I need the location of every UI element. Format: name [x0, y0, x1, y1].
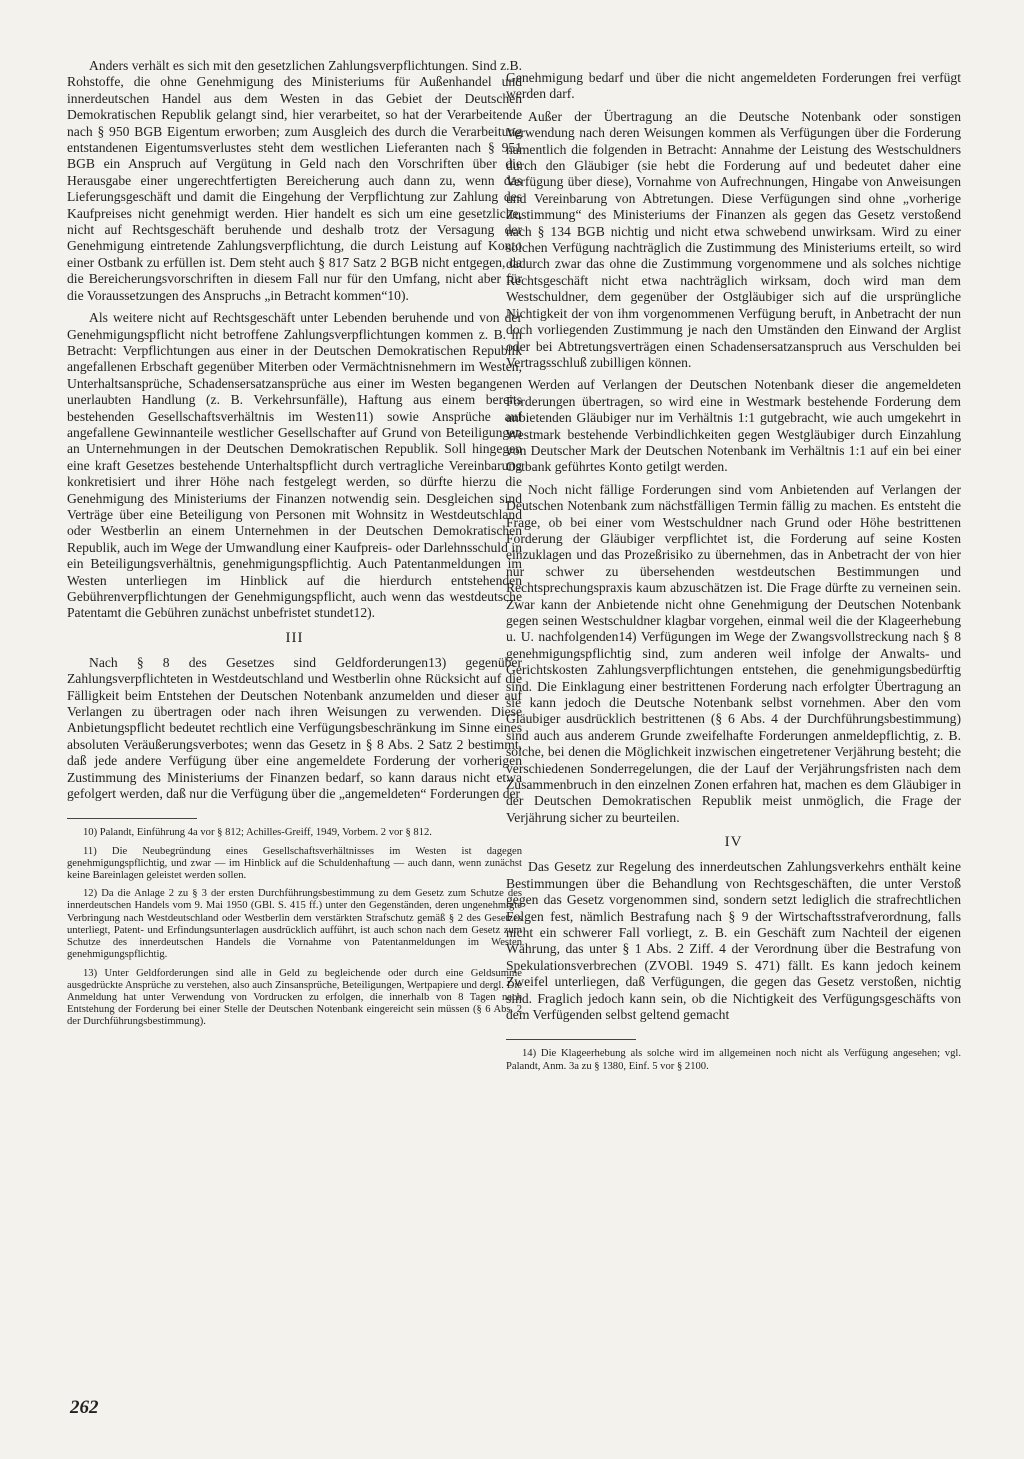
footnote-divider: [506, 1039, 636, 1040]
footnote: 12) Da die Anlage 2 zu § 3 der ersten Durchführungsbestimmung zu dem Gesetz zum Schutze des innerdeutschen Handels vom 9. Mai 1950 (GBl. S. 415 ff.) unter den Gegenständen, deren ungenehmigte Verbringung nach Westdeutschland oder Westberlin dem verstärkten Strafschutz gemäß § 2 des Gesetzes unterliegt, Patent- und Erfindungsunterlagen ausdrücklich aufführt, ist auch schon nach dem Gesetz zum Schutze des innerdeutschen Handels die Vornahme von Patentanmeldungen im Westen genehmigungspflichtig.: [67, 888, 522, 961]
paragraph: Das Gesetz zur Regelung des innerdeutschen Zahlungsverkehrs enthält keine Bestimmungen über die Behandlung von Rechtsgeschäften, die unter Verstoß gegen das Gesetz vorgenommen sind, sondern setzt lediglich die strafrechtlichen Folgen fest, nämlich Bestrafung nach § 9 der Wirtschaftsstrafverordnung, falls nicht ein schwerer Fall vorliegt, z. B. ein Geschäft zum Nachteil der eigenen Währung, das unter § 1 Abs. 2 Ziff. 4 der Verordnung über die Bestrafung von Spekulationsverbrechen (ZVOBl. 1949 S. 471) fällt. Es kann jedoch keinem Zweifel unterliegen, daß Verfügungen, die gegen das Gesetz verstoßen, nichtig sind. Fraglich jedoch kann sein, ob die Nichtigkeit des Verfügungsgeschäfts von dem Verfügenden selbst geltend gemacht: [506, 859, 961, 1022]
section-heading: IV: [724, 834, 743, 851]
left-column: [67, 58, 522, 1035]
paragraph: Noch nicht fällige Forderungen sind vom Anbietenden auf Verlangen der Deutschen Notenbank zum nächstfälligen Termin fällig zu machen. Es entsteht die Frage, ob bei einer vom Westschuldner nach Grund oder Höhe bestrittenen Forderung der Gläubiger verpflichtet ist, die Forderung auf seine Kosten einzuklagen und das Prozeßrisiko zu übernehmen, das in Anbetracht der von hier nur schwer zu übersehenden westdeutschen Bestimmungen und Rechtsprechungspraxis kaum abzuschätzen ist. Die Frage dürfte zu verneinen sein. Zwar kann der Anbietende nicht ohne Genehmigung der Deutschen Notenbank gegen seinen Westschuldner klagbar vorgehen, einmal weil die der Klageerhebung u. U. nachfolgenden14) Verfügungen im Wege der Zwangsvollstreckung nach § 8 genehmigungspflichtig sind, zum anderen weil infolge der Anwalts- und Gerichtskosten Zahlungsverpflichtungen entstehen, die genehmigungsbedürftig sind. Die Einklagung einer bestrittenen Forderung nach erfolgter Übertragung an sie kann jedoch die Deutsche Notenbank selbst vornehmen. Aber den vom Gläubiger ausdrücklich bestrittenen (§ 6 Abs. 4 der Durchführungsbestimmung) sind auch aus anderem Grunde zweifelhafte Forderungen anmeldepflichtig, z. B. solche, bei denen die Möglichkeit inzwischen eingetretener Verjährung besteht; die verschiedenen Sonderregelungen, die der Lauf der Verjährungsfristen nach dem Zusammenbruch in den einzelnen Zonen erfahren hat, machen es dem Gläubiger in der Deutschen Demokratischen Republik meist unmöglich, die Frage der Verjährung sicher zu beurteilen.: [506, 481, 961, 825]
paragraph: Werden auf Verlangen der Deutschen Notenbank dieser die angemeldeten Forderungen übertragen, so wird eine in Westmark bestehende Forderung dem anbietenden Gläubiger nur im Verhältnis 1:1 gutgebracht, wie auch umgekehrt in Westmark bestehende Verbindlichkeiten gegen Westgläubiger durch Einzahlung von Deutscher Mark der Deutschen Notenbank im Verhältnis 1:1 auf ein bei einer Ostbank geführtes Konto getilgt werden.: [506, 377, 961, 475]
page-number: 262: [70, 1397, 99, 1418]
footnote-divider: [67, 818, 197, 819]
right-column: [506, 70, 961, 1079]
paragraph: Genehmigung bedarf und über die nicht angemeldeten Forderungen frei verfügt werden darf.: [506, 70, 961, 102]
footnote: 11) Die Neubegründung eines Gesellschaftsverhältnisses im Westen ist dagegen genehmigungspflichtig, und zwar — im Hinblick auf die Schuldenhaftung — auch dann, wenn zunächst keine Bareinlagen geleistet werden sollen.: [67, 845, 522, 882]
paragraph: Als weitere nicht auf Rechtsgeschäft unter Lebenden beruhende und von der Genehmigungspflicht nicht betroffene Zahlungsverpflichtungen kommen z. B. in Betracht: Verpflichtungen aus einer in der Deutschen Demokratischen Republik angefallenen Erbschaft gegenüber Miterben oder Vermächtnisnehmern im Westen, Unterhaltsansprüche, Schadensersatzansprüche aus einer im Westen begangenen unerlaubten Handlung (z. B. Verkehrsunfälle), Haftung aus einem bereits bestehenden Gesellschaftsverhältnis im Westen11) sowie Ansprüche auf angefallene Gewinnanteile westlicher Gesellschafter auf Grund von Beteiligungen an Unternehmungen in der Deutschen Demokratischen Republik. Soll hingegen eine kraft Gesetzes bestehende Unterhaltspflicht durch vertragliche Vereinbarung konkretisiert und ihrer Höhe nach festgelegt werden, so dürfte hierzu die Genehmigung des Ministeriums der Finanzen notwendig sein. Desgleichen sind Verträge über eine Beteiligung von Personen mit Wohnsitz in Westdeutschland oder Westberlin an einem Unternehmen in der Deutschen Demokratischen Republik, auch im Wege der Umwandlung einer Kaufpreis- oder Darlehnsschuld in ein Beteiligungsverhältnis, genehmigungspflichtig. Auch Patentanmeldungen im Westen unterliegen im Hinblick auf die hierdurch entstehenden Gebührenverpflichtungen der Genehmigungspflicht, auch wenn das westdeutsche Patentamt die Gebühren zunächst unbefristet stundet12).: [67, 310, 522, 621]
paragraph: Außer der Übertragung an die Deutsche Notenbank oder sonstigen Verwendung nach deren Weisungen kommen als Verfügungen über die Forderung namentlich die folgenden in Betracht: Annahme der Leistung des Westschuldners durch den Gläubiger (sie hebt die Forderung auf und bedeutet daher eine Verfügung über diese), Vornahme von Aufrechnungen, Hingabe von Anweisungen und Vereinbarung von Abtretungen. Diese Verfügungen sind ohne „vorherige Zustimmung“ des Ministeriums der Finanzen als gegen das Gesetz verstoßend nach § 134 BGB nichtig und nicht etwa schwebend unwirksam. Wird zu einer solchen Verfügung nachträglich die Zustimmung des Ministeriums erteilt, so wird dadurch zwar das ohne die Zustimmung vorgenommene und als solches nichtige Rechtsgeschäft nicht etwa nachträglich wirksam, doch wird man dem Westschuldner, dem gegenüber der Ostgläubiger sich auf die ursprüngliche Nichtigkeit der von ihm vorgenommenen Verfügung beruft, in Anbetracht der nun doch vorliegenden Zustimmung je nach den Umständen den Einwand der Arglist oder bei Abtretungsverträgen einen Schadensersatzanspruch aus Verschulden bei Vertragsschluß zubilligen können.: [506, 108, 961, 370]
footnote: 13) Unter Geldforderungen sind alle in Geld zu begleichende oder durch eine Geldsumme ausgedrückte Ansprüche zu verstehen, also auch Zinsansprüche, Beteiligungen, Wertpapiere und dergl. Die Anmeldung hat unter Verwendung von Vordrucken zu erfolgen, die innerhalb von 8 Tagen nach Entstehung der Forderung bei einer Stelle der Deutschen Notenbank eingereicht sein müssen (§ 6 Abs. 2 der Durchführungsbestimmung).: [67, 967, 522, 1028]
section-heading: III: [285, 629, 304, 646]
paragraph: Nach § 8 des Gesetzes sind Geldforderungen13) gegenüber Zahlungsverpflichteten in Westdeutschland und Westberlin ohne Rücksicht auf die Fälligkeit beim Entstehen der Deutschen Notenbank anzumelden und dieser auf Verlangen zu übertragen oder nach ihren Weisungen zu verwenden. Diese Anbietungspflicht bedeutet rechtlich eine Verfügungsbeschränkung im Sinne eines absoluten Veräußerungsverbotes; wenn das Gesetz in § 8 Abs. 2 Satz 2 bestimmt, daß jede andere Verfügung über eine angemeldete Forderung der vorherigen Zustimmung des Ministeriums der Finanzen bedarf, so kann daraus nicht etwa gefolgert werden, daß nur die Verfügung über die „angemeldeten“ Forderungen der: [67, 654, 522, 802]
footnote: 14) Die Klageerhebung als solche wird im allgemeinen noch nicht als Verfügung angesehen; vgl. Palandt, Anm. 3a zu § 1380, Einf. 5 vor § 2100.: [506, 1048, 961, 1072]
footnote: 10) Palandt, Einführung 4a vor § 812; Achilles-Greiff, 1949, Vorbem. 2 vor § 812.: [83, 827, 432, 839]
paragraph: Anders verhält es sich mit den gesetzlichen Zahlungsverpflichtungen. Sind z.B. Rohstoffe, die ohne Genehmigung des Ministeriums für Außenhandel und innerdeutschen Handel aus dem Westen in das Gebiet der Deutschen Demokratischen Republik gelangt sind, hier verarbeitet, so hat der Verarbeitende nach § 950 BGB Eigentum erworben; zum Ausgleich des durch die Verarbeitung entstandenen Eigentumsverlustes steht dem westlichen Lieferanten nach § 951 BGB ein Anspruch auf Vergütung in Geld nach den Vorschriften über die Herausgabe einer ungerechtfertigten Bereicherung auch dann zu, wenn das Lieferungsgeschäft und damit die Eingehung der Verpflichtung zur Zahlung des Kaufpreises nicht genehmigt werden. Hier handelt es sich um eine gesetzliche, nicht auf Rechtsgeschäft beruhende und deshalb trotz der Versagung der Genehmigung eintretende Zahlungsverpflichtung, die durch Leistung auf Konto einer Ostbank zu erfüllen ist. Dem steht auch § 817 Satz 2 BGB nicht entgegen, da die Bereicherungsvorschriften in diesem Fall nur für den Umfang, nicht aber für die Voraussetzungen des Anspruchs „in Betracht kommen“10).: [67, 58, 522, 303]
